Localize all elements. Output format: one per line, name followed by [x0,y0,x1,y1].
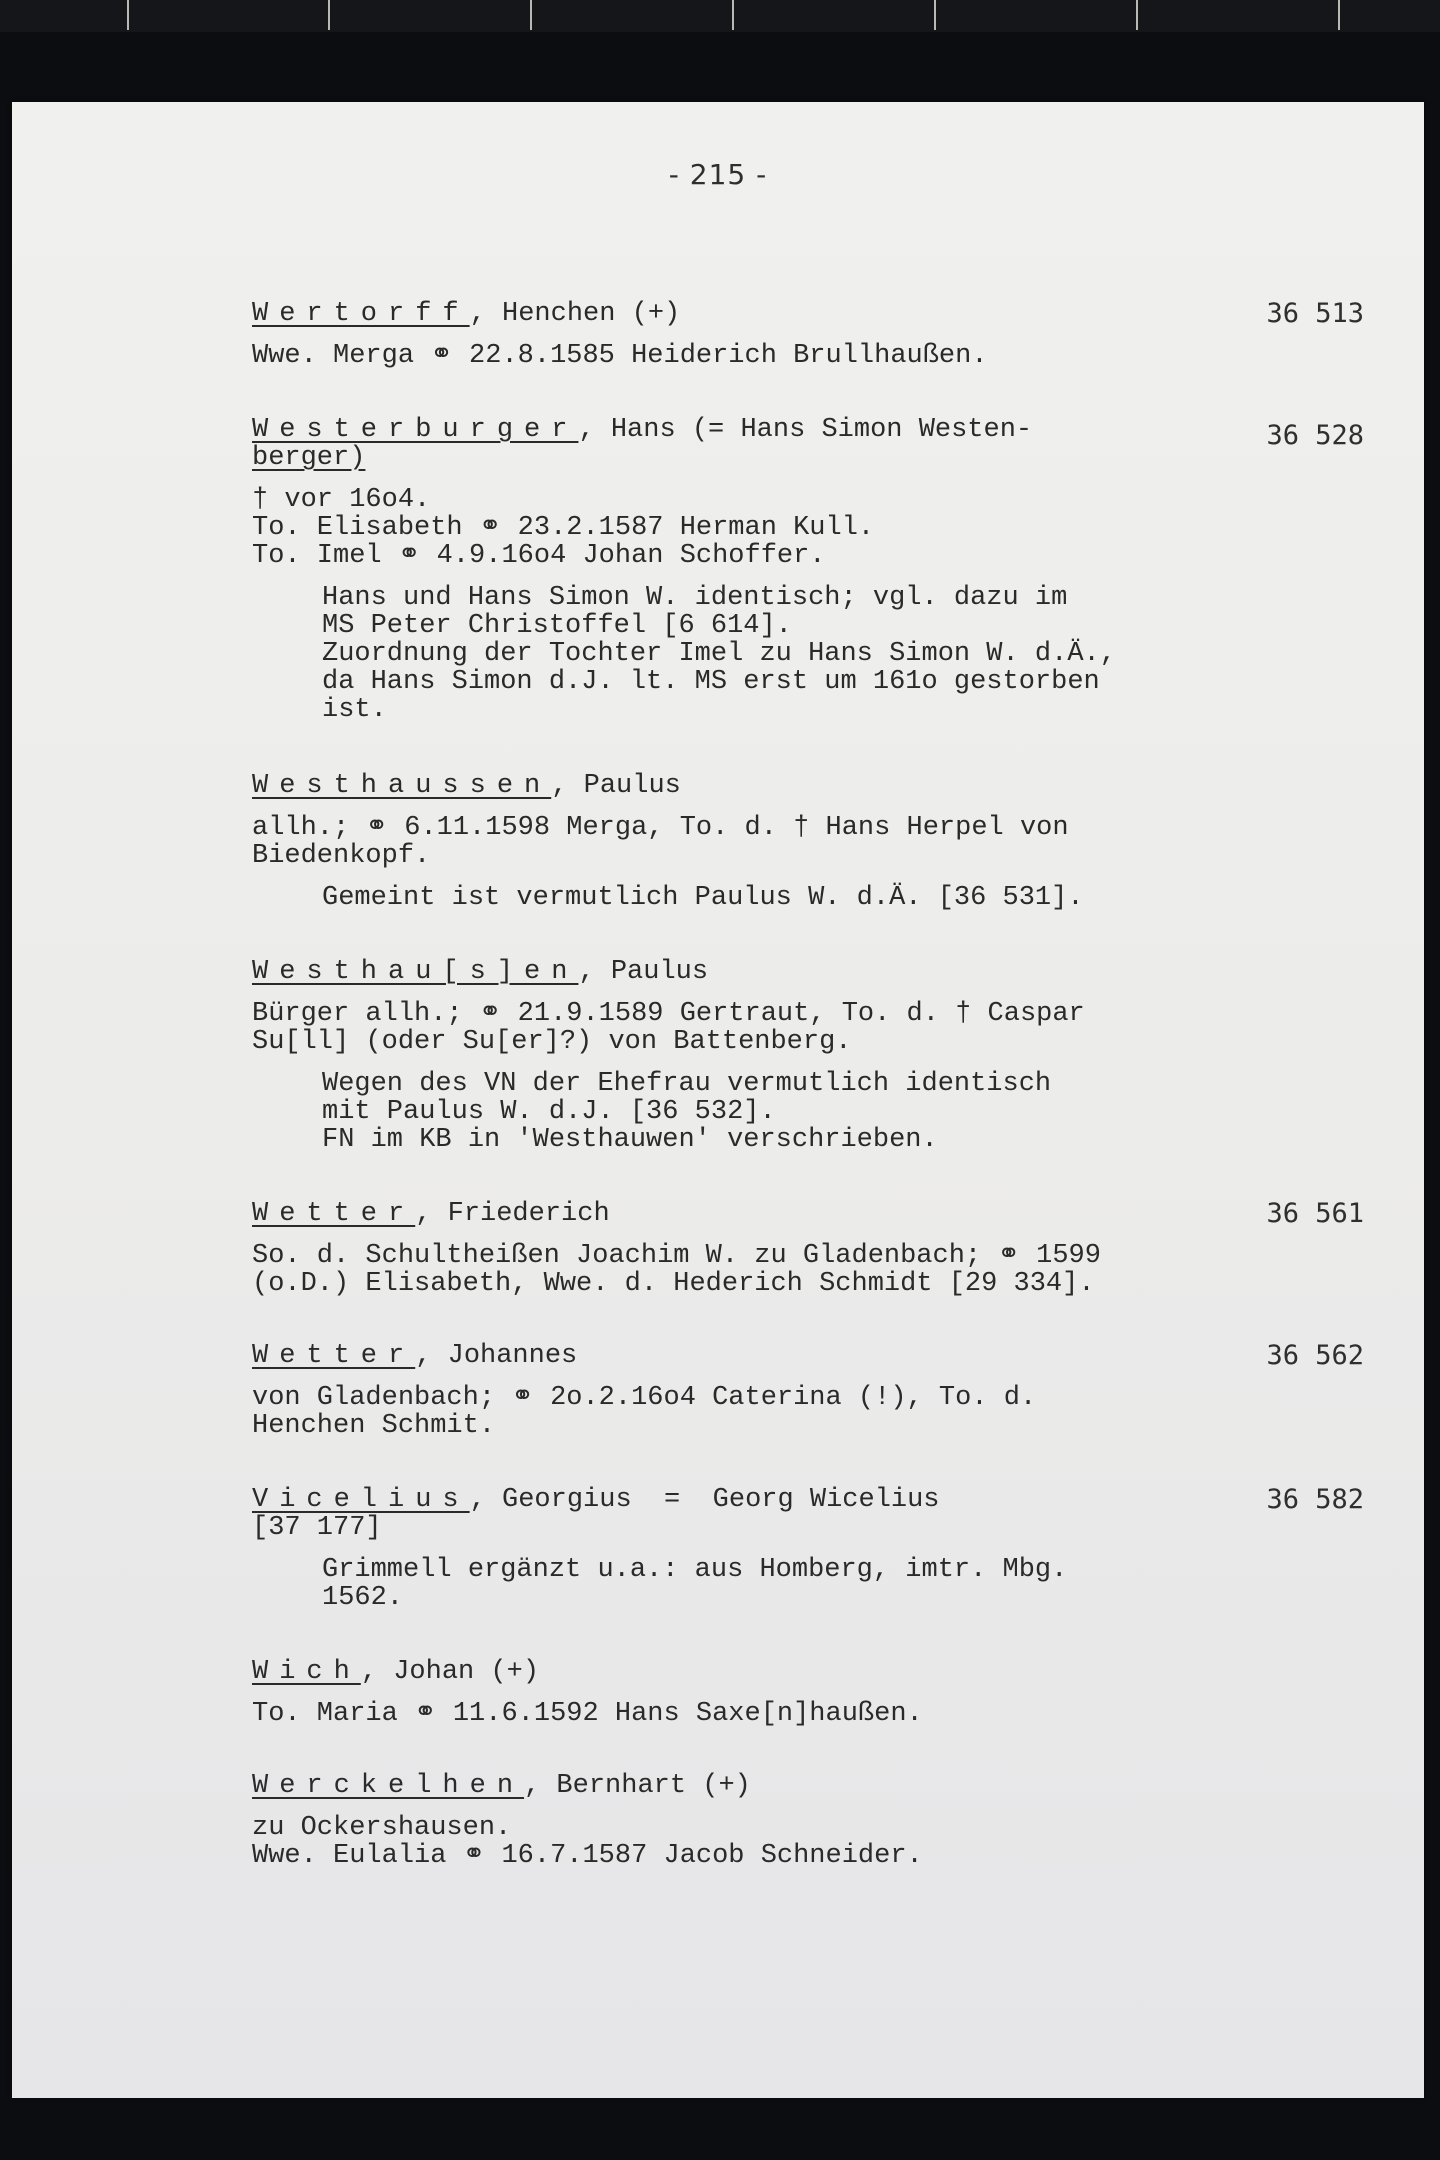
entry-note: Gemeint ist vermutlich Paulus W. d.Ä. [36 531]. [322,883,1084,913]
surname: Wetter [252,1199,416,1229]
film-strip-top [0,0,1440,32]
given-name: , Georgius = Georg Wicelius [469,1485,940,1515]
surname: Werckelhen [252,1771,525,1801]
page-number: - 215 - [668,158,768,191]
entry-line: allh.; ⚭ 6.11.1598 Merga, To. d. † Hans Herpel von [252,813,1069,843]
entry-note: FN im KB in 'Westhauwen' verschrieben. [322,1125,938,1155]
reference-number: 36 561 [1266,1198,1364,1229]
entry-line: Wwe. Merga ⚭ 22.8.1585 Heiderich Brullhaußen. [252,341,988,371]
ruler-tick [1136,0,1138,30]
document-page [12,102,1424,2098]
entry-note: mit Paulus W. d.J. [36 532]. [322,1097,776,1127]
entry-note: ist. [322,695,387,725]
surname: Wich [252,1657,361,1687]
entry-heading [252,772,1364,800]
entry-westerburger [252,416,1364,724]
entry-line: Henchen Schmit. [252,1411,496,1441]
entry-heading [252,415,1364,451]
entry-line: (o.D.) Elisabeth, Wwe. d. Hederich Schmidt [29 334]. [252,1269,1095,1299]
entry-note: 1562. [322,1583,404,1613]
entry-heading-cont: [37 177] [252,1513,382,1543]
entry-vicelius [252,1486,1364,1612]
entry-heading [252,1658,1364,1686]
entry-westhaussen [252,772,1364,912]
entry-line: To. Maria ⚭ 11.6.1592 Hans Saxe[n]haußen. [252,1699,923,1729]
surname: Wertorff [252,299,470,329]
entry-line: Bürger allh.; ⚭ 21.9.1589 Gertraut, To. d. † Caspar [252,999,1085,1029]
entry-line: Su[ll] (oder Su[er]?) von Battenberg. [252,1027,852,1057]
entry-wich [252,1658,1364,1728]
given-name: , Johannes [415,1341,578,1371]
entry-note: Wegen des VN der Ehefrau vermutlich identisch [322,1069,1052,1099]
entry-wetter-johannes [252,1342,1364,1440]
given-name: , Bernhart (+) [524,1771,751,1801]
reference-number: 36 582 [1266,1484,1364,1515]
entry-heading-cont: berger) [252,443,366,473]
entry-heading [252,1486,1364,1514]
entry-heading [252,1772,1364,1800]
entry-note: da Hans Simon d.J. lt. MS erst um 161o gestorben [322,667,1100,697]
entry-line: von Gladenbach; ⚭ 2o.2.16o4 Caterina (!), To. d. [252,1383,1037,1413]
ruler-tick [934,0,936,30]
given-name: , Henchen (+) [469,299,681,329]
ruler-tick [1338,0,1340,30]
given-name: , Paulus [578,957,709,987]
surname: Westerburger [252,415,579,445]
entry-note: Grimmell ergänzt u.a.: aus Homberg, imtr. Mbg. [322,1555,1068,1585]
entry-werckelhen [252,1772,1364,1870]
surname: Westhaussen [252,771,552,801]
given-name: , Friederich [415,1199,610,1229]
entry-line: So. d. Schultheißen Joachim W. zu Gladenbach; ⚭ 1599 [252,1241,1101,1271]
entry-wertorff [252,300,1364,370]
entry-heading [252,958,1364,986]
ruler-tick [530,0,532,30]
entry-line: † vor 16o4. [252,485,431,515]
ruler-tick [127,0,129,30]
entry-line: Biedenkopf. [252,841,431,871]
surname: Vicelius [252,1485,470,1515]
entry-westhausen [252,958,1364,1154]
ruler-tick [732,0,734,30]
reference-number: 36 513 [1266,298,1364,329]
entry-line: Wwe. Eulalia ⚭ 16.7.1587 Jacob Schneider. [252,1841,923,1871]
given-name: , Johan (+) [360,1657,540,1687]
entry-line: To. Imel ⚭ 4.9.16o4 Johan Schoffer. [252,541,826,571]
entry-note: MS Peter Christoffel [6 614]. [322,611,792,641]
entry-heading [252,1342,1364,1370]
reference-number: 36 528 [1266,420,1364,451]
surname: Westhau[s]en [252,957,579,987]
entry-note: Zuordnung der Tochter Imel zu Hans Simon W. d.Ä., [322,639,1116,669]
given-name: , Paulus [551,771,681,801]
entry-note: Hans und Hans Simon W. identisch; vgl. dazu im [322,583,1068,613]
entry-heading [252,1200,1364,1228]
entry-wetter-friederich [252,1200,1364,1298]
surname: Wetter [252,1341,416,1371]
given-name: , Hans (= Hans Simon Westen- [578,415,1033,445]
reference-number: 36 562 [1266,1340,1364,1371]
ruler-tick [328,0,330,30]
entry-line: To. Elisabeth ⚭ 23.2.1587 Herman Kull. [252,513,875,543]
entry-line: zu Ockershausen. [252,1813,512,1843]
entry-heading [252,300,1364,328]
